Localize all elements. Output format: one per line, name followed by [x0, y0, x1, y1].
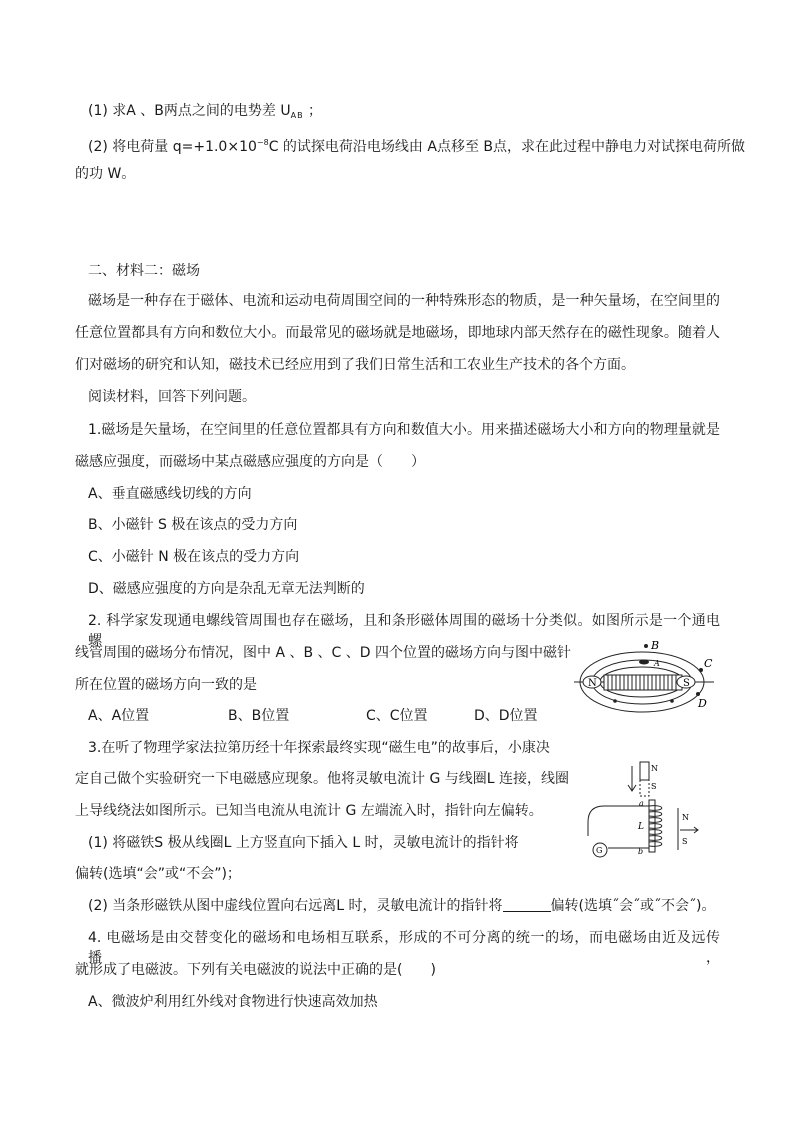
prev-q-part2	[88, 133, 745, 157]
instruction-text: 阅读材料，回答下列问题。	[88, 389, 256, 405]
q4-option-a: A、微波炉利用红外线对食物进行快速高效加热	[88, 994, 378, 1010]
q1-option-d: D、磁感应强度的方向是杂乱无章无法判断的	[88, 581, 365, 597]
q3-sub2-text-cont: 偏转(选填˝会˝或˝不会˝)。	[550, 898, 716, 914]
fig2-label-s-top: S	[651, 782, 657, 791]
fig2-label-l: L	[638, 822, 644, 832]
prev-q-part2-text: (2) 将电荷量 q=+1.0×10	[88, 139, 257, 155]
fig2-label-n-top: N	[651, 764, 658, 773]
coil-galvanometer-figure	[580, 760, 720, 860]
answer-blank[interactable]	[503, 897, 551, 912]
fig1-label-d: D	[698, 697, 707, 710]
prev-q-part2-line2: 的功 W。	[75, 166, 136, 182]
fig2-label-a: a	[639, 799, 644, 808]
q2-option-c: C、C位置	[366, 708, 428, 724]
section-para-line2: 任意位置都具有方向和数位大小。而最常见的磁场就是地磁场，即地球内部天然存在的磁性现象。随着人	[75, 325, 720, 341]
prev-q-part1-text: (1) 求A 、B两点之间的电势差 U	[88, 103, 291, 119]
fig2-label-n-right: N	[682, 813, 689, 822]
fig1-label-b: B	[651, 639, 660, 652]
fig1-label-c: C	[704, 657, 713, 670]
q2-stem-line2: 线管周围的磁场分布情况，图中 A 、B 、C 、D 四个位置的磁场方向与图中磁针	[75, 645, 571, 661]
q3-stem-line3: 上导线绕法如图所示。已知当电流从电流计 G 左端流入时，指针向左偏转。	[75, 803, 543, 819]
q3-sub2-text: (2) 当条形磁铁从图中虚线位置向右远离L 时，灵敏电流计的指针将	[88, 898, 503, 914]
fig1-label-a: A	[654, 659, 660, 668]
prev-q-part1-suffix: ；	[303, 103, 323, 119]
section-para-line3: 们对磁场的研究和认知，磁技术已经应用到了我们日常生活和工农业生产技术的各个方面。	[75, 357, 635, 373]
section-title: 二、材料二：磁场	[88, 263, 200, 279]
prev-q-part1-subscript: AB	[290, 111, 304, 120]
prev-q-part1	[88, 101, 322, 126]
fig2-label-s-right: S	[682, 837, 688, 846]
q1-option-b: B、小磁针 S 极在该点的受力方向	[88, 517, 298, 533]
q3-stem-line2: 定自己做个实验研究一下电磁感应现象。他将灵敏电流计 G 与线圈L 连接，线圈	[75, 771, 569, 787]
q1-option-c: C、小磁针 N 极在该点的受力方向	[88, 549, 300, 565]
q3-sub1-line2: 偏转(选填“会”或“不会”)；	[75, 866, 241, 882]
q2-option-d: D、D位置	[474, 708, 538, 724]
fig1-label-n: N	[588, 678, 597, 689]
section-para-line1: 磁场是一种存在于磁体、电流和运动电荷周围空间的一种特殊形态的物质，是一种矢量场，在空间里的	[88, 293, 720, 309]
q1-stem-line1: 1.磁场是矢量场，在空间里的任意位置都具有方向和数值大小。用来描述磁场大小和方向的物理量就是	[88, 422, 720, 438]
fig2-label-b: b	[638, 847, 644, 856]
q4-stem-line1: 4. 电磁场是由交替变化的磁场和电场相互联系，形成的不可分离的统一的场，而电磁场由近及远传播，	[88, 930, 720, 966]
q4-stem-line2: 就形成了电磁波。下列有关电磁波的说法中正确的是( )	[75, 962, 436, 978]
q2-option-a: A、A位置	[88, 708, 150, 724]
prev-q-part2-exponent: −8	[256, 138, 269, 147]
fig2-label-g: G	[596, 846, 603, 855]
q2-option-b: B、B位置	[228, 708, 290, 724]
fig1-label-s: S	[683, 678, 690, 689]
q1-option-a: A、垂直磁感线切线的方向	[88, 486, 252, 502]
q3-sub1-line1: (1) 将磁铁S 极从线圈L 上方竖直向下插入 L 时，灵敏电流计的指针将	[88, 835, 519, 851]
prev-q-part2-text-cont: C 的试探电荷沿电场线由 A点移至 B点，求在此过程中静电力对试探电荷所做	[268, 139, 745, 155]
q1-stem-line2: 磁感应强度，而磁场中某点磁感应强度的方向是（ ）	[75, 454, 425, 470]
q2-stem-line1: 2. 科学家发现通电螺线管周围也存在磁场，且和条形磁体周围的磁场十分类似。如图所示是一个通电螺	[88, 613, 720, 649]
q3-stem-line1: 3.在听了物理学家法拉第历经十年探索最终实现“磁生电”的故事后，小康决	[88, 740, 550, 756]
q2-stem-line3: 所在位置的磁场方向一致的是	[75, 677, 257, 693]
q3-sub2	[88, 896, 715, 916]
solenoid-field-figure	[574, 638, 724, 718]
